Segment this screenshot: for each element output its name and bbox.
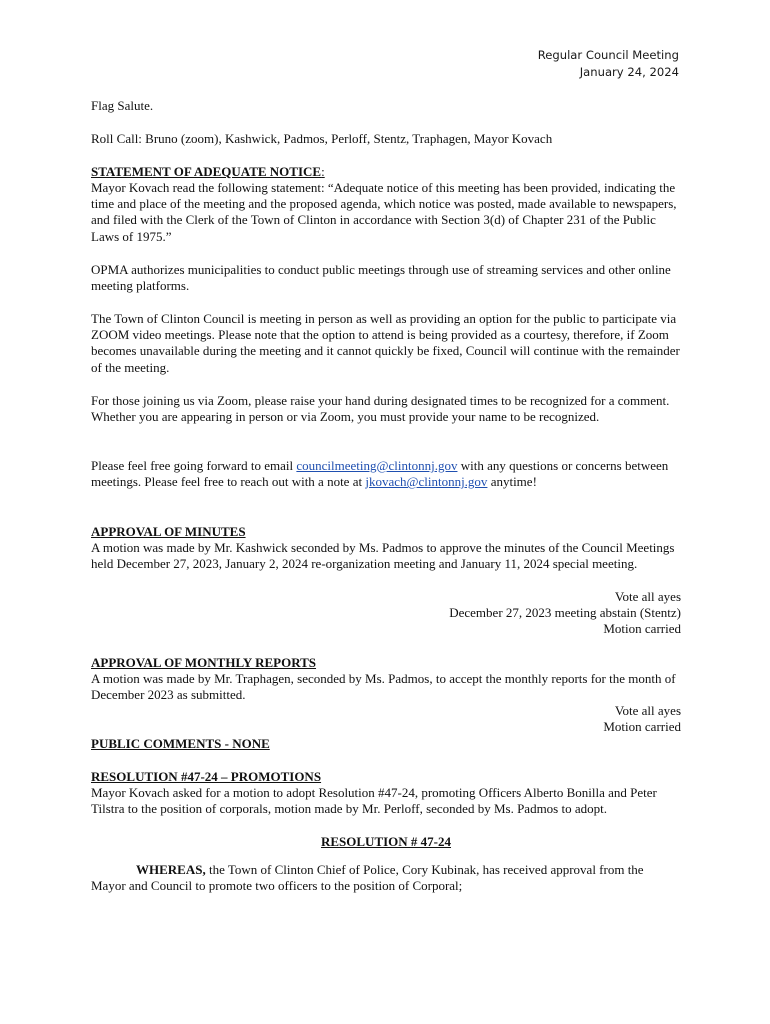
reports-vote: Vote all ayes	[614, 703, 681, 718]
whereas-paragraph	[91, 862, 681, 894]
minutes-abstain: December 27, 2023 meeting abstain (Stentz)	[449, 605, 681, 620]
email-paragraph	[91, 458, 681, 490]
email-text-2: with any questions or concerns between meetings. Please feel free to reach out with a note at	[91, 458, 669, 490]
document-header	[538, 47, 679, 81]
meeting-date: January 24, 2024	[579, 65, 679, 79]
notice-heading-line	[91, 164, 681, 180]
email-text-3: anytime!	[487, 474, 537, 490]
reports-heading: APPROVAL OF MONTHLY REPORTS	[91, 655, 317, 670]
minutes-vote: Vote all ayes	[614, 589, 681, 604]
whereas-text: the Town of Clinton Chief of Police, Cory Kubinak, has received approval from the Mayor and Council to promote two officers to the position of Corporal;	[91, 862, 644, 894]
resolution-heading: RESOLUTION #47-24 – PROMOTIONS	[91, 769, 322, 784]
notice-heading-colon: :	[321, 164, 325, 179]
reports-text: A motion was made by Mr. Traphagen, seconded by Ms. Padmos, to accept the monthly reports for the month of December 2023 as submitted.	[91, 671, 676, 703]
mayor-email-link[interactable]: jkovach@clintonnj.gov	[365, 474, 488, 490]
notice-heading: STATEMENT OF ADEQUATE NOTICE	[91, 164, 322, 179]
flag-salute: Flag Salute.	[91, 98, 154, 113]
meeting-title: Regular Council Meeting	[537, 48, 679, 62]
minutes-text: A motion was made by Mr. Kashwick seconded by Ms. Padmos to approve the minutes of the Council Meetings held December 27, 2023, January 2, 2024 re-organization meeting and January 11, 2024 special meeting.	[91, 540, 675, 572]
roll-call: Roll Call: Bruno (zoom), Kashwick, Padmos, Perloff, Stentz, Traphagen, Mayor Kovach	[91, 131, 553, 146]
email-text-1: Please feel free going forward to email	[91, 458, 297, 473]
minutes-result: Motion carried	[603, 621, 681, 636]
minutes-heading: APPROVAL OF MINUTES	[91, 524, 246, 539]
council-email-link[interactable]: councilmeeting@clintonnj.gov	[296, 458, 458, 473]
whereas-label: WHEREAS,	[136, 862, 206, 877]
notice-statement: Mayor Kovach read the following statement: “Adequate notice of this meeting has been provided, indicating the time and place of the meeting and the proposed agenda, which notice was posted, made available to newspapers, and filed with the Clerk of the Town of Clinton in accordance with Section 3(d) of Chapter 231 of the Public Laws of 1975.”	[91, 180, 677, 244]
zoom-paragraph: For those joining us via Zoom, please raise your hand during designated times to be recognized for a comment. Whether you are appearing in person or via Zoom, you must provide your name to be recognized.	[91, 393, 670, 425]
in-person-paragraph: The Town of Clinton Council is meeting in person as well as providing an option for the public to participate via ZOOM video meetings. Please note that the option to attend is being provided as a courtesy, therefore, if Zoom becomes unavailable during the meeting and it cannot quickly be fixed, Council will continue with the remainder of the meeting.	[91, 311, 680, 375]
resolution-title: RESOLUTION # 47-24	[320, 834, 452, 849]
opma-paragraph: OPMA authorizes municipalities to conduct public meetings through use of streaming services and other online meeting platforms.	[91, 262, 671, 294]
resolution-text: Mayor Kovach asked for a motion to adopt Resolution #47-24, promoting Officers Alberto Bonilla and Peter Tilstra to the position of corporals, motion made by Mr. Perloff, seconded by Ms. Padmos to adopt.	[91, 785, 657, 817]
public-comments-heading: PUBLIC COMMENTS - NONE	[91, 736, 270, 751]
reports-result: Motion carried	[603, 719, 681, 734]
